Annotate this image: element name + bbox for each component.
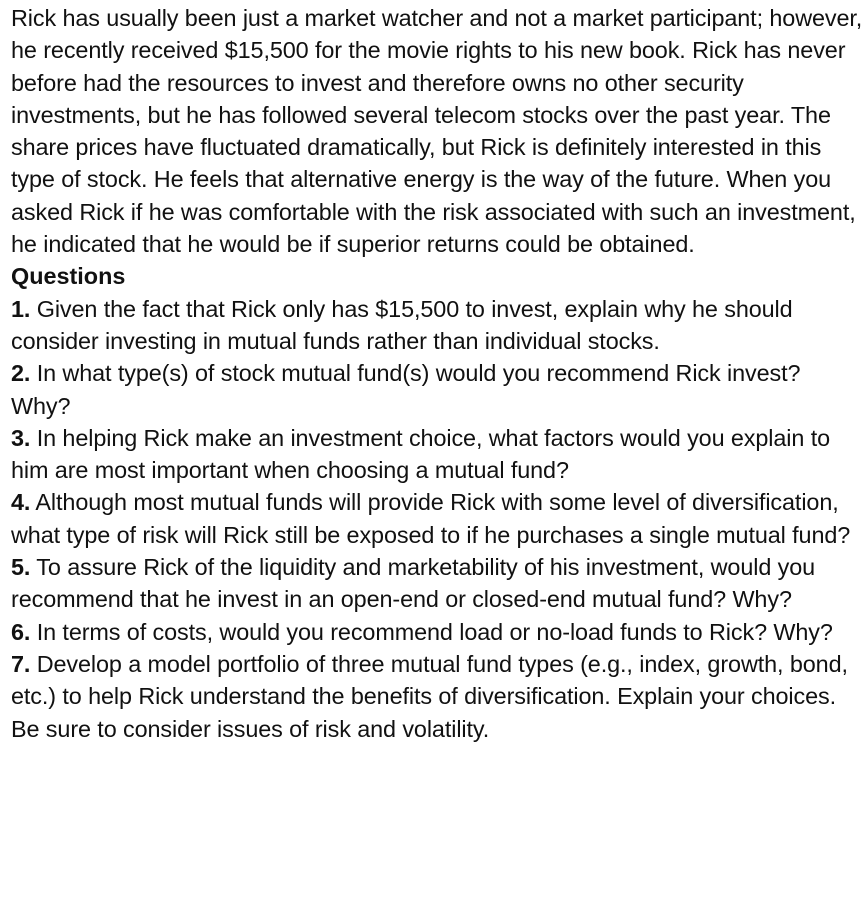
question-text: In what type(s) of stock mutual fund(s) would you recommend Rick invest? Why? [11, 360, 801, 419]
case-intro-paragraph: Rick has usually been just a market watcher and not a market participant; however, he recently received $15,500 for the movie rights to his new book. Rick has never before had the resources to invest and therefore owns no other security investments, but he has followed several telecom stocks over the past year. The share prices have fluctuated dramatically, but Rick is definitely interested in this type of stock. He feels that alternative energy is the way of the future. When you asked Rick if he was comfortable with the risk associated with such an investment, he indicated that he would be if superior returns could be obtained. [11, 5, 863, 258]
questions-heading: Questions [11, 263, 126, 290]
question-text: Develop a model portfolio of three mutual fund types (e.g., index, growth, bond, etc.) to help Rick understand the benefits of diversification. Explain your choices. Be sure to consider issues of risk and volatility. [11, 650, 848, 742]
case-document [11, 2, 863, 745]
question-item [11, 551, 863, 616]
question-item [11, 293, 863, 358]
question-number: 1. [11, 295, 31, 322]
question-number: 6. [11, 618, 31, 645]
question-number: 2. [11, 360, 31, 387]
question-number: 7. [11, 650, 31, 677]
question-text: Given the fact that Rick only has $15,500 to invest, explain why he should consider investing in mutual funds rather than individual stocks. [11, 295, 793, 354]
question-text: In helping Rick make an investment choice, what factors would you explain to him are most important when choosing a mutual fund? [11, 424, 831, 484]
question-text: To assure Rick of the liquidity and marketability of his investment, would you recommend that he invest in an open-end or closed-end mutual fund? Why? [11, 554, 816, 613]
question-item [11, 486, 863, 551]
question-item [11, 357, 863, 422]
question-number: 5. [11, 554, 31, 581]
question-item [11, 616, 863, 648]
question-number: 3. [11, 424, 31, 451]
question-item [11, 648, 863, 745]
question-number: 4. [11, 489, 31, 516]
question-text: In terms of costs, would you recommend load or no-load funds to Rick? Why? [36, 618, 833, 645]
question-item [11, 422, 863, 487]
question-text: Although most mutual funds will provide Rick with some level of diversification, what type of risk will Rick still be exposed to if he purchases a single mutual fund? [11, 489, 851, 548]
